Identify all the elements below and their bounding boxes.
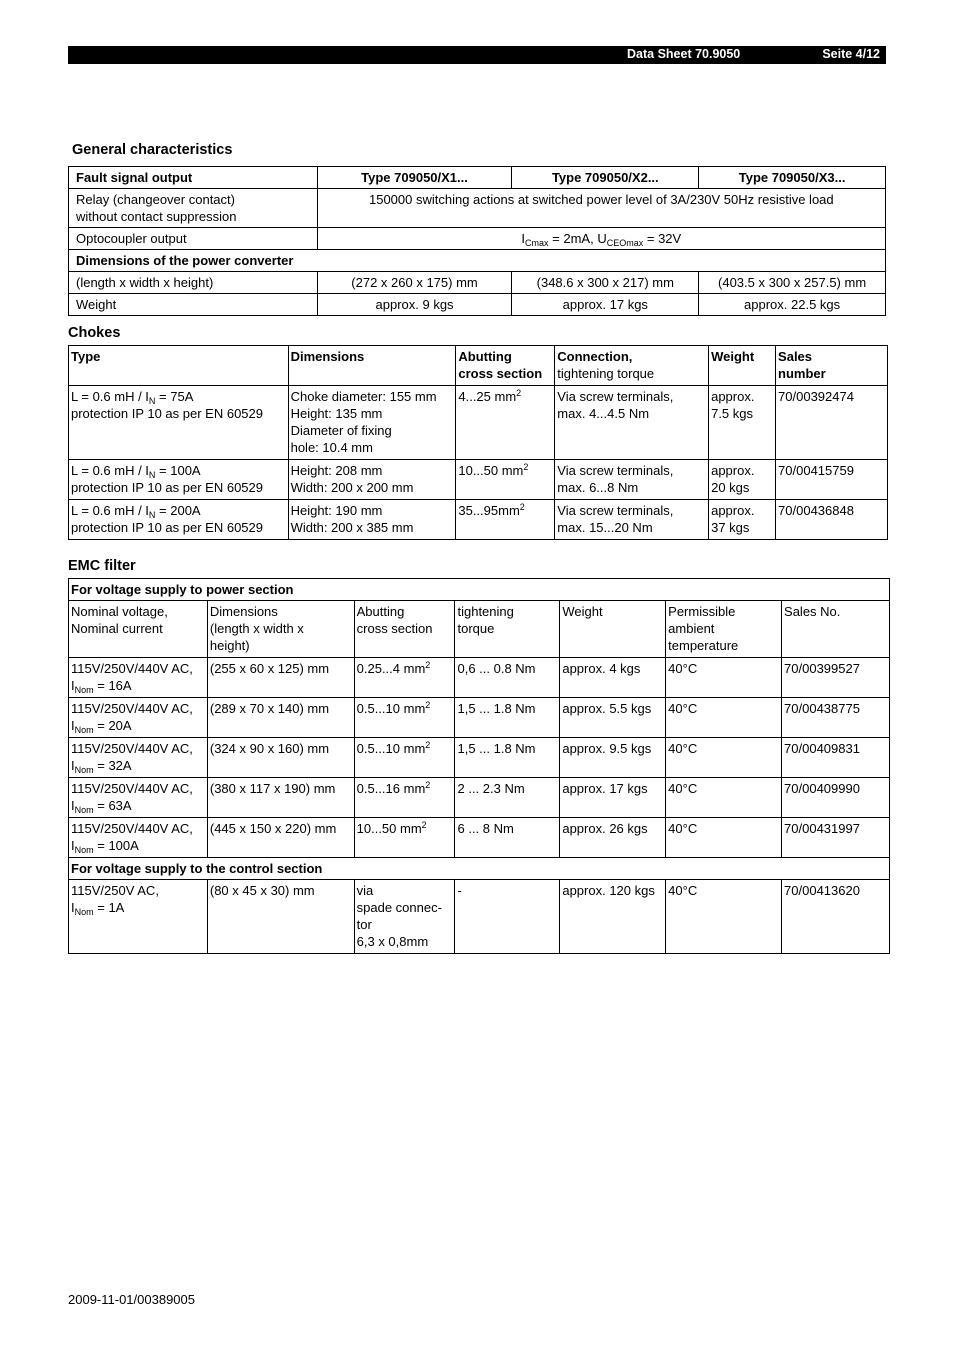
emc-abutting (354, 738, 455, 778)
header-cell: Weight (560, 601, 666, 658)
choke-dim-line: Height: 190 mm (290, 503, 383, 518)
emc-current-line: $I_{Nom} = 63A$ (71, 798, 132, 815)
choke-type-text: = 200A (155, 503, 201, 518)
emc-abutting-sup: 2 (425, 660, 431, 670)
emc-voltage (69, 818, 208, 858)
emc-current-subscript: Nom (74, 845, 94, 855)
table-row (69, 386, 888, 460)
header-line: number (778, 366, 826, 381)
choke-connection (555, 460, 709, 500)
choke-weight-line: 7.5 kgs (711, 406, 754, 421)
chokes-table (68, 345, 888, 540)
emc-voltage-line: 115V/250V/440V AC, (71, 741, 193, 756)
choke-dim-line: Width: 200 x 200 mm (290, 480, 414, 495)
choke-abutting (456, 386, 555, 460)
header-cell (456, 346, 555, 386)
emc-current-value: = 32A (93, 758, 132, 773)
emc-abutting-sup: 2 (425, 740, 431, 750)
opto-text: = 2mA, U (548, 231, 607, 246)
emc-temperature: 40°C (666, 778, 782, 818)
footer-code: 2009-11-01/00389005 (68, 1292, 195, 1307)
choke-abutting-sup: 2 (516, 388, 522, 398)
emc-power-rows (69, 658, 890, 858)
emc-weight: approx. 17 kgs (560, 778, 666, 818)
choke-type-line (71, 388, 286, 405)
optocoupler-label: Optocoupler output (69, 228, 318, 250)
header-line: Nominal current (71, 621, 163, 636)
choke-dimensions (288, 460, 456, 500)
table-header-row (69, 167, 886, 189)
emc-current-value: = 20A (93, 718, 132, 733)
emc-current-line: $I_{Nom} = 1A$ (71, 900, 125, 917)
header-line: Abutting (356, 604, 405, 619)
table-row (69, 189, 886, 228)
opto-subscript: Cmax (525, 238, 549, 248)
choke-dim-line: Choke diameter: 155 mm (290, 389, 437, 404)
general-characteristics-title: General characteristics (72, 142, 233, 158)
table-row (69, 818, 890, 858)
control-section-heading: For voltage supply to the control section (69, 858, 890, 880)
header-cell: Dimensions (288, 346, 456, 386)
header-cell: Weight (709, 346, 776, 386)
emc-current-line: $I_{Nom} = 100A$ (71, 838, 139, 855)
dimensions-heading: Dimensions of the power converter (69, 250, 886, 272)
emc-abutting-text: 0.5...16 mm (356, 781, 426, 796)
emc-voltage (69, 738, 208, 778)
emc-current-value: = 63A (93, 798, 132, 813)
choke-weight-line: approx. (711, 463, 755, 478)
emc-voltage (69, 698, 208, 738)
lwh-value: (272 x 260 x 175) mm (317, 272, 512, 294)
emc-current-line: $I_{Nom} = 20A$ (71, 718, 132, 735)
table-header-row (69, 346, 888, 386)
opto-subscript: CEOmax (606, 238, 644, 248)
emc-dimensions: (80 x 45 x 30) mm (207, 880, 354, 954)
emc-weight: approx. 5.5 kgs (560, 698, 666, 738)
choke-sales: 70/00436848 (776, 500, 888, 540)
emc-dimensions: (380 x 117 x 190) mm (207, 778, 354, 818)
emc-voltage-line: 115V/250V/440V AC, (71, 661, 193, 676)
choke-type-subscript: N (148, 396, 156, 406)
header-cell: Type (69, 346, 289, 386)
header-cell (207, 601, 354, 658)
table-row (69, 658, 890, 698)
emc-abutting-sup: 2 (425, 700, 431, 710)
emc-torque: 1,5 ... 1.8 Nm (455, 738, 560, 778)
emc-sales: 70/00399527 (782, 658, 890, 698)
choke-conn-line: Via screw terminals, (557, 463, 674, 478)
choke-abutting-text: 4...25 mm (458, 389, 517, 404)
header-line: (length x width x (209, 621, 304, 636)
relay-label-line: without contact suppression (76, 209, 237, 224)
header-line: torque (457, 621, 495, 636)
emc-dimensions: (289 x 70 x 140) mm (207, 698, 354, 738)
general-characteristics-table (68, 166, 886, 316)
emc-current-subscript: Nom (74, 805, 94, 815)
optocoupler-value (317, 228, 885, 250)
choke-weight (709, 386, 776, 460)
header-line: Connection, (557, 349, 633, 364)
table-row (69, 738, 890, 778)
emc-temperature: 40°C (666, 880, 782, 954)
header-cell: Fault signal output (69, 167, 318, 189)
header-line: tightening torque (557, 366, 655, 381)
weight-value: approx. 22.5 kgs (699, 294, 886, 316)
emc-temperature: 40°C (666, 698, 782, 738)
choke-type-line (71, 502, 286, 519)
table-row (69, 579, 890, 601)
choke-type (69, 500, 289, 540)
emc-temperature: 40°C (666, 738, 782, 778)
choke-weight-line: 37 kgs (711, 520, 750, 535)
weight-label: Weight (69, 294, 318, 316)
header-line: Permissible (668, 604, 736, 619)
emc-temperature: 40°C (666, 658, 782, 698)
opto-text: I (521, 231, 526, 246)
choke-type-text: L = 0.6 mH / I (71, 389, 149, 404)
choke-dim-line: Diameter of fixing (290, 423, 392, 438)
header-line: ambient (668, 621, 715, 636)
page-number: Seite 4/12 (822, 47, 880, 61)
emc-dimensions: (255 x 60 x 125) mm (207, 658, 354, 698)
choke-type-text: L = 0.6 mH / I (71, 503, 149, 518)
emc-abutting (354, 658, 455, 698)
table-row (69, 778, 890, 818)
choke-dimensions (288, 500, 456, 540)
choke-sales: 70/00392474 (776, 386, 888, 460)
header-line: Nominal voltage, (71, 604, 168, 619)
choke-connection (555, 386, 709, 460)
emc-current-line: $I_{Nom} = 16A$ (71, 678, 132, 695)
emc-dimensions: (324 x 90 x 160) mm (207, 738, 354, 778)
emc-sales: 70/00431997 (782, 818, 890, 858)
relay-value: 150000 switching actions at switched power level of 3A/230V 50Hz resistive load (317, 189, 885, 228)
emc-weight: approx. 4 kgs (560, 658, 666, 698)
choke-type-text: L = 0.6 mH / I (71, 463, 149, 478)
emc-abutting-text: 0.5...10 mm (356, 701, 426, 716)
emc-abutting-line: 6,3 x 0,8mm (356, 934, 429, 949)
choke-abutting-text: 35...95mm (458, 503, 520, 518)
choke-weight (709, 460, 776, 500)
emc-current-value: = 100A (93, 838, 139, 853)
weight-value: approx. 9 kgs (317, 294, 512, 316)
emc-voltage (69, 880, 208, 954)
emc-current-subscript: Nom (74, 907, 94, 917)
choke-dim-line: Width: 200 x 385 mm (290, 520, 414, 535)
emc-temperature: 40°C (666, 818, 782, 858)
emc-torque: 0,6 ... 0.8 Nm (455, 658, 560, 698)
table-row (69, 460, 888, 500)
emc-voltage (69, 778, 208, 818)
choke-protection: protection IP 10 as per EN 60529 (71, 406, 263, 421)
header-cell (555, 346, 709, 386)
emc-abutting-text: 0.25...4 mm (356, 661, 426, 676)
table-row (69, 880, 890, 954)
emc-weight: approx. 120 kgs (560, 880, 666, 954)
table-header-row (69, 601, 890, 658)
power-section-heading: For voltage supply to power section (69, 579, 890, 601)
choke-dim-line: hole: 10.4 mm (290, 440, 373, 455)
choke-type-text: = 75A (155, 389, 194, 404)
header-line: Dimensions (209, 604, 278, 619)
emc-abutting-sup: 2 (425, 780, 431, 790)
choke-abutting-sup: 2 (519, 502, 525, 512)
choke-weight-line: approx. (711, 503, 755, 518)
header-cell (354, 601, 455, 658)
choke-weight (709, 500, 776, 540)
header-line: cross section (356, 621, 433, 636)
emc-torque: 1,5 ... 1.8 Nm (455, 698, 560, 738)
emc-abutting-text: 10...50 mm (356, 821, 422, 836)
choke-conn-line: Via screw terminals, (557, 503, 674, 518)
emc-voltage-line: 115V/250V/440V AC, (71, 821, 193, 836)
header-cell: Type 709050/X2... (512, 167, 699, 189)
emc-abutting-text: 0.5...10 mm (356, 741, 426, 756)
header-cell (666, 601, 782, 658)
emc-abutting (354, 698, 455, 738)
choke-abutting (456, 460, 555, 500)
emc-current-line: $I_{Nom} = 32A$ (71, 758, 132, 775)
header-cell: Sales No. (782, 601, 890, 658)
choke-conn-line: Via screw terminals, (557, 389, 674, 404)
header-line: cross section (458, 366, 543, 381)
choke-type-line (71, 462, 286, 479)
header-cell (455, 601, 560, 658)
table-row (69, 698, 890, 738)
chokes-title: Chokes (68, 325, 121, 341)
choke-type-subscript: N (148, 470, 156, 480)
table-row (69, 294, 886, 316)
header-line: tightening (457, 604, 514, 619)
emc-sales: 70/00413620 (782, 880, 890, 954)
emc-filter-table (68, 578, 890, 954)
header-line: Sales (778, 349, 813, 364)
header-line: temperature (668, 638, 739, 653)
choke-protection: protection IP 10 as per EN 60529 (71, 520, 263, 535)
emc-voltage-line: 115V/250V AC, (71, 883, 159, 898)
table-row (69, 272, 886, 294)
emc-current-subscript: Nom (74, 725, 94, 735)
emc-torque: 6 ... 8 Nm (455, 818, 560, 858)
choke-conn-line: max. 6...8 Nm (557, 480, 639, 495)
choke-type (69, 460, 289, 500)
emc-abutting (354, 818, 455, 858)
header-cell: Type 709050/X3... (699, 167, 886, 189)
choke-conn-line: max. 4...4.5 Nm (557, 406, 650, 421)
relay-label-line: Relay (changeover contact) (76, 192, 235, 207)
choke-conn-line: max. 15...20 Nm (557, 520, 653, 535)
table-row (69, 858, 890, 880)
relay-label (69, 189, 318, 228)
emc-voltage (69, 658, 208, 698)
choke-connection (555, 500, 709, 540)
choke-weight-line: 20 kgs (711, 480, 750, 495)
emc-abutting-line: spade connec- (356, 900, 442, 915)
choke-dimensions (288, 386, 456, 460)
table-row (69, 250, 886, 272)
emc-sales: 70/00409990 (782, 778, 890, 818)
header-cell (776, 346, 888, 386)
choke-protection: protection IP 10 as per EN 60529 (71, 480, 263, 495)
emc-current-value: = 1A (93, 900, 125, 915)
emc-current-value: = 16A (93, 678, 132, 693)
emc-torque: - (455, 880, 560, 954)
emc-voltage-line: 115V/250V/440V AC, (71, 701, 193, 716)
choke-weight-line: approx. (711, 389, 755, 404)
emc-current-subscript: Nom (74, 685, 94, 695)
emc-weight: approx. 26 kgs (560, 818, 666, 858)
emc-weight: approx. 9.5 kgs (560, 738, 666, 778)
lwh-value: (403.5 x 300 x 257.5) mm (699, 272, 886, 294)
choke-type (69, 386, 289, 460)
table-row (69, 228, 886, 250)
choke-abutting (456, 500, 555, 540)
document-title: Data Sheet 70.9050 (627, 47, 741, 61)
header-line: Abutting (458, 349, 512, 364)
weight-value: approx. 17 kgs (512, 294, 699, 316)
header-bar (68, 46, 886, 64)
header-cell: Type 709050/X1... (317, 167, 512, 189)
emc-filter-title: EMC filter (68, 558, 136, 574)
emc-abutting-line: tor (356, 917, 372, 932)
emc-sales: 70/00409831 (782, 738, 890, 778)
emc-abutting (354, 880, 455, 954)
emc-abutting (354, 778, 455, 818)
emc-abutting-sup: 2 (421, 820, 427, 830)
choke-abutting-text: 10...50 mm (458, 463, 524, 478)
emc-sales: 70/00438775 (782, 698, 890, 738)
choke-type-text: = 100A (155, 463, 201, 478)
choke-dim-line: Height: 208 mm (290, 463, 383, 478)
opto-text: = 32V (643, 231, 682, 246)
header-line: height) (209, 638, 250, 653)
table-row (69, 500, 888, 540)
emc-dimensions: (445 x 150 x 220) mm (207, 818, 354, 858)
emc-torque: 2 ... 2.3 Nm (455, 778, 560, 818)
header-cell (69, 601, 208, 658)
emc-abutting-line: via (356, 883, 374, 898)
choke-sales: 70/00415759 (776, 460, 888, 500)
emc-voltage-line: 115V/250V/440V AC, (71, 781, 193, 796)
emc-current-subscript: Nom (74, 765, 94, 775)
choke-dim-line: Height: 135 mm (290, 406, 383, 421)
lwh-value: (348.6 x 300 x 217) mm (512, 272, 699, 294)
choke-abutting-sup: 2 (523, 462, 529, 472)
lwh-label: (length x width x height) (69, 272, 318, 294)
choke-type-subscript: N (148, 510, 156, 520)
